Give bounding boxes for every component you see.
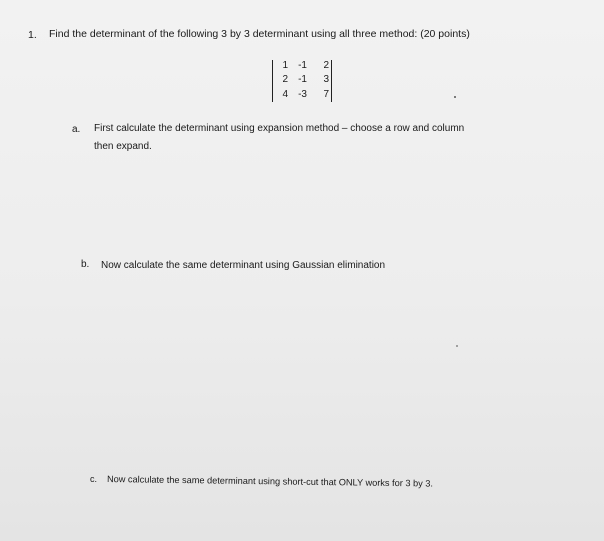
question-number: 1. (28, 29, 37, 41)
matrix-cell-r1c2: -1 (298, 60, 307, 71)
matrix-cell-r3c1: 4 (282, 89, 288, 100)
part-a-label: a. (72, 124, 81, 135)
part-c-line-1: Now calculate the same determinant using short-cut that ONLY works for 3 by 3. (106, 474, 434, 489)
part-a-line-1: First calculate the determinant using expansion method – choose a row and column (94, 123, 465, 134)
determinant-matrix (272, 59, 332, 103)
stray-dot (454, 96, 456, 98)
matrix-right-bar (331, 60, 332, 102)
matrix-cell-r2c2: -1 (298, 74, 307, 85)
matrix-cell-r1c1: 1 (282, 60, 288, 71)
part-a-line-2: then expand. (94, 141, 152, 152)
matrix-left-bar (272, 60, 273, 102)
part-b-line-1: Now calculate the same determinant using Gaussian elimination (101, 260, 386, 271)
matrix-cell-r2c3: 3 (323, 74, 329, 85)
matrix-cell-r3c2: -3 (298, 89, 307, 100)
stray-dot (456, 345, 458, 347)
matrix-cell-r3c3: 7 (323, 89, 329, 100)
matrix-cell-r1c3: 2 (323, 60, 329, 71)
part-c-label: c. (90, 474, 98, 484)
part-b-label: b. (81, 259, 90, 270)
matrix-cell-r2c1: 2 (282, 74, 288, 85)
question-text: Find the determinant of the following 3 by 3 determinant using all three method: (20 points) (49, 28, 470, 40)
